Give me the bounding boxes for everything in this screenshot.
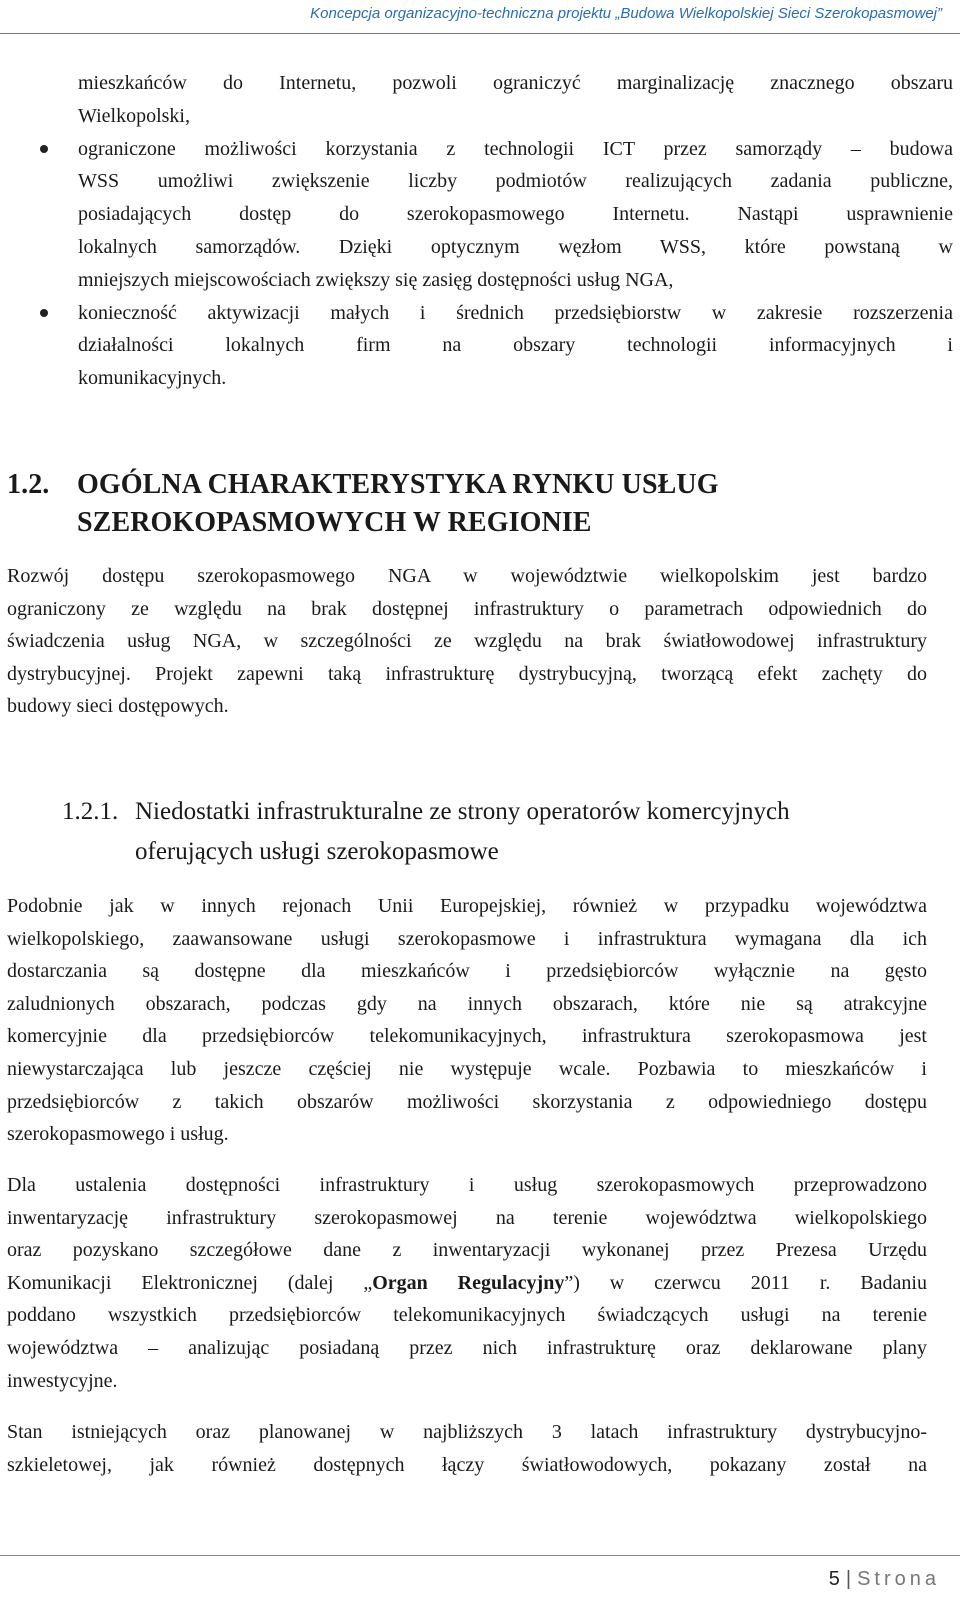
text-line: zaludnionych obszarach, podczas gdy na innych obszarach, które nie są atrakcyjne bbox=[7, 992, 927, 1015]
section-heading bbox=[7, 466, 719, 542]
text-line: WSS umożliwi zwiększenie liczby podmiotów realizujących zadania publiczne, bbox=[78, 170, 953, 193]
text-line: województwa – analizując posiadaną przez nich infrastrukturę oraz deklarowane plany bbox=[7, 1336, 927, 1359]
page-number-separator: | bbox=[845, 1568, 852, 1590]
page-header bbox=[0, 0, 960, 34]
bullet-list bbox=[0, 67, 960, 395]
subsection-title-line: Niedostatki infrastrukturalne ze strony operatorów komercyjnych bbox=[135, 798, 790, 825]
bold-term: Organ Regulacyjny bbox=[372, 1271, 565, 1294]
bullet-item bbox=[0, 297, 960, 395]
text-line: ograniczony ze względu na brak dostępnej infrastruktury o parametrach odpowiednich do bbox=[7, 597, 927, 620]
text-line: poddano wszystkich przedsiębiorców telekomunikacyjnych świadczących usługi na terenie bbox=[7, 1304, 927, 1327]
section-number: 1.2. bbox=[7, 469, 50, 500]
section-title-line: SZEROKOPASMOWYCH W REGIONIE bbox=[77, 507, 592, 538]
page-number-value: 5 bbox=[828, 1568, 840, 1590]
page-number bbox=[829, 1568, 940, 1591]
text-line: szerokopasmowego i usług. bbox=[7, 1123, 229, 1146]
text-line: inwentaryzację infrastruktury szerokopasmowej na terenie województwa wielkopolskiego bbox=[7, 1206, 927, 1229]
text-line: niewystarczająca lub jeszcze częściej nie występuje wcale. Pozbawia to mieszkańców i bbox=[7, 1057, 927, 1080]
text-line: wielkopolskiego, zaawansowane usługi szerokopasmowe i infrastruktura wymagana dla ich bbox=[7, 927, 927, 950]
text-run: ”) w czerwcu 2011 r. Badaniu bbox=[564, 1271, 927, 1294]
text-line: mniejszych miejscowościach zwiększy się zasięg dostępności usług NGA, bbox=[78, 268, 674, 291]
text-line: Rozwój dostępu szerokopasmowego NGA w województwie wielkopolskim jest bardzo bbox=[7, 565, 927, 587]
subsection-heading bbox=[62, 792, 790, 872]
text-line: oraz pozyskano szczegółowe dane z inwentaryzacji wykonanej przez Prezesa Urzędu bbox=[7, 1239, 927, 1262]
text-line: lokalnych samorządów. Dzięki optycznym węzłom WSS, które powstaną w bbox=[78, 235, 953, 258]
bullet-continuation bbox=[0, 67, 960, 133]
text-line: świadczenia usług NGA, w szczególności ze względu na brak światłowodowej infrastruktury bbox=[7, 630, 927, 653]
subsection-number: 1.2.1. bbox=[62, 798, 119, 825]
text-line: posiadających dostęp do szerokopasmowego Internetu. Nastąpi usprawnienie bbox=[78, 203, 953, 226]
text-line: Dla ustalenia dostępności infrastruktury i usług szerokopasmowych przeprowadzono bbox=[7, 1174, 927, 1196]
text-run: Komunikacji Elektronicznej (dalej „ bbox=[7, 1271, 373, 1294]
text-line: komercyjnie dla przedsiębiorców telekomunikacyjnych, infrastruktura szerokopasmowa jest bbox=[7, 1025, 927, 1048]
text-line: komunikacyjnych. bbox=[78, 367, 227, 390]
paragraph bbox=[7, 1169, 927, 1397]
text-line: Wielkopolski, bbox=[78, 104, 190, 127]
text-line: ograniczone możliwości korzystania z technologii ICT przez samorządy – budowa bbox=[78, 137, 953, 160]
text-line: dostarczania są dostępne dla mieszkańców i przedsiębiorców wyłącznie na gęsto bbox=[7, 960, 927, 983]
paragraph bbox=[7, 890, 927, 1151]
page-word: Strona bbox=[857, 1568, 940, 1590]
section-title-line: OGÓLNA CHARAKTERYSTYKA RYNKU USŁUG bbox=[77, 469, 719, 500]
header-title: Koncepcja organizacyjno-techniczna projektu „Budowa Wielkopolskiej Sieci Szerokopasmowej” bbox=[310, 5, 942, 22]
text-line: inwestycyjne. bbox=[7, 1369, 118, 1392]
text-line: dystrybucyjnej. Projekt zapewni taką infrastrukturę dystrybucyjną, tworzącą efekt zachęty do bbox=[7, 662, 927, 685]
text-line: działalności lokalnych firm na obszary technologii informacyjnych i bbox=[78, 334, 953, 357]
text-line: konieczność aktywizacji małych i średnich przedsiębiorstw w zakresie rozszerzenia bbox=[78, 301, 953, 324]
paragraph bbox=[7, 1416, 927, 1481]
paragraph bbox=[7, 560, 927, 723]
page-footer bbox=[0, 1555, 960, 1590]
text-line: Stan istniejących oraz planowanej w najbliższych 3 latach infrastruktury dystrybucyjno- bbox=[7, 1421, 927, 1443]
bullet-item bbox=[0, 133, 960, 297]
text-line: przedsiębiorców z takich obszarów możliwości skorzystania z odpowiedniego dostępu bbox=[7, 1090, 927, 1113]
bullet-icon bbox=[40, 145, 48, 153]
text-line: mieszkańców do Internetu, pozwoli ograniczyć marginalizację znacznego obszaru bbox=[78, 72, 953, 94]
text-line: szkieletowej, jak również dostępnych łączy światłowodowych, pokazany został na bbox=[7, 1453, 927, 1476]
text-line-mixed bbox=[7, 1267, 927, 1300]
subsection-title-line: oferujących usługi szerokopasmowe bbox=[135, 838, 499, 865]
text-line: budowy sieci dostępowych. bbox=[7, 695, 229, 718]
bullet-icon bbox=[40, 309, 48, 317]
text-line: Podobnie jak w innych rejonach Unii Europejskiej, również w przypadku województwa bbox=[7, 895, 927, 917]
